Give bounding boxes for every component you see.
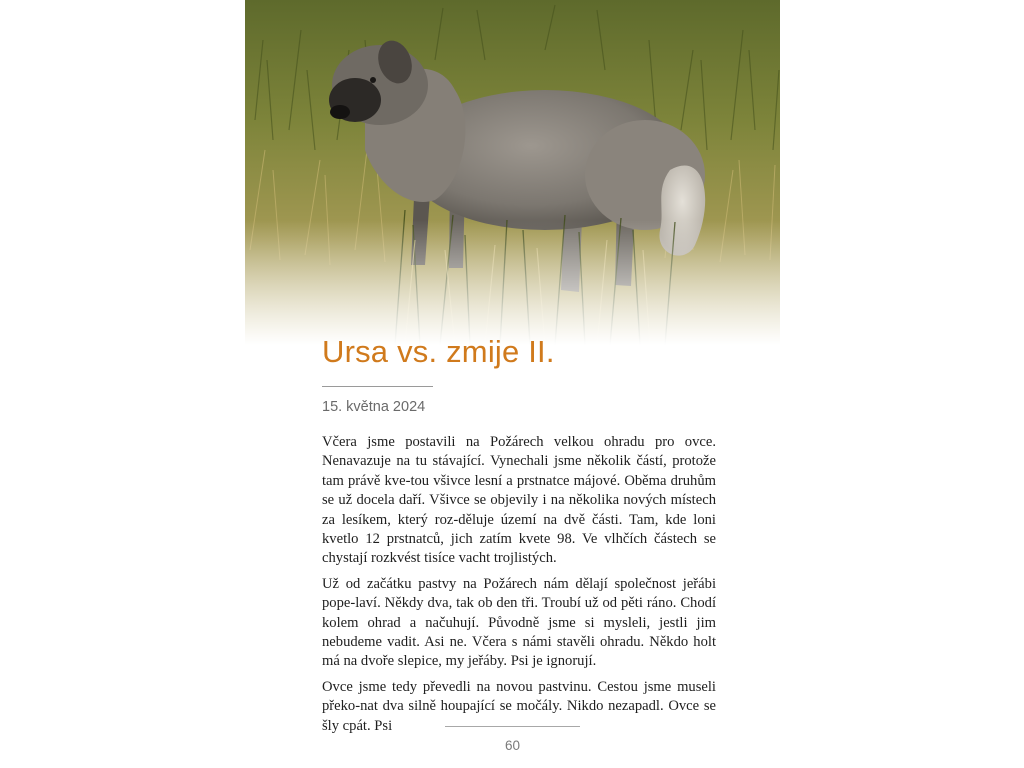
- article: [322, 330, 716, 742]
- dog-in-grass-photo: [245, 0, 780, 345]
- article-title: Ursa vs. zmije II.: [322, 334, 555, 369]
- page-number: 60: [504, 738, 521, 753]
- footer-divider: [445, 726, 580, 727]
- paragraph-3: Ovce jsme tedy převedli na novou pastvinu. Cestou jsme museli překo-nat dva silně houpající se močály. Nikdo nezapadl. Ovce se šly cpát. Psi: [322, 678, 716, 734]
- article-date: 15. května 2024: [322, 399, 426, 415]
- book-page: [245, 0, 780, 768]
- paragraph-1: Včera jsme postavili na Požárech velkou ohradu pro ovce. Nenavazuje na tu stávající. Vynechali jsme několik částí, protože tam právě kve-tou všivce lesní a prstnatce májové. Oběma druhům se už docela daří. Všivce se objevily i na několika nových místech za lesíkem, který roz-děluje území na dvě části. Tam, kde loni kvetlo 12 prstnatců, jich zatím kvete 98. Ve vlhčích částech se chystají rozkvést tisíce vacht trojlistých.: [322, 434, 716, 567]
- article-body: [322, 433, 716, 736]
- paragraph-2: Už od začátku pastvy na Požárech nám dělají společnost jeřábi pope-laví. Někdy dva, tak ob den tři. Troubí už od pěti ráno. Chodí kolem ohrad a načuhují. Původně jsme si mysleli, jestli jim nebudeme vadit. Asi ne. Včera s námi stavěli ohradu. Někdo holt má na dvoře slepice, my jeřáby. Psi je ignorují.: [322, 575, 716, 670]
- title-divider: [322, 386, 433, 387]
